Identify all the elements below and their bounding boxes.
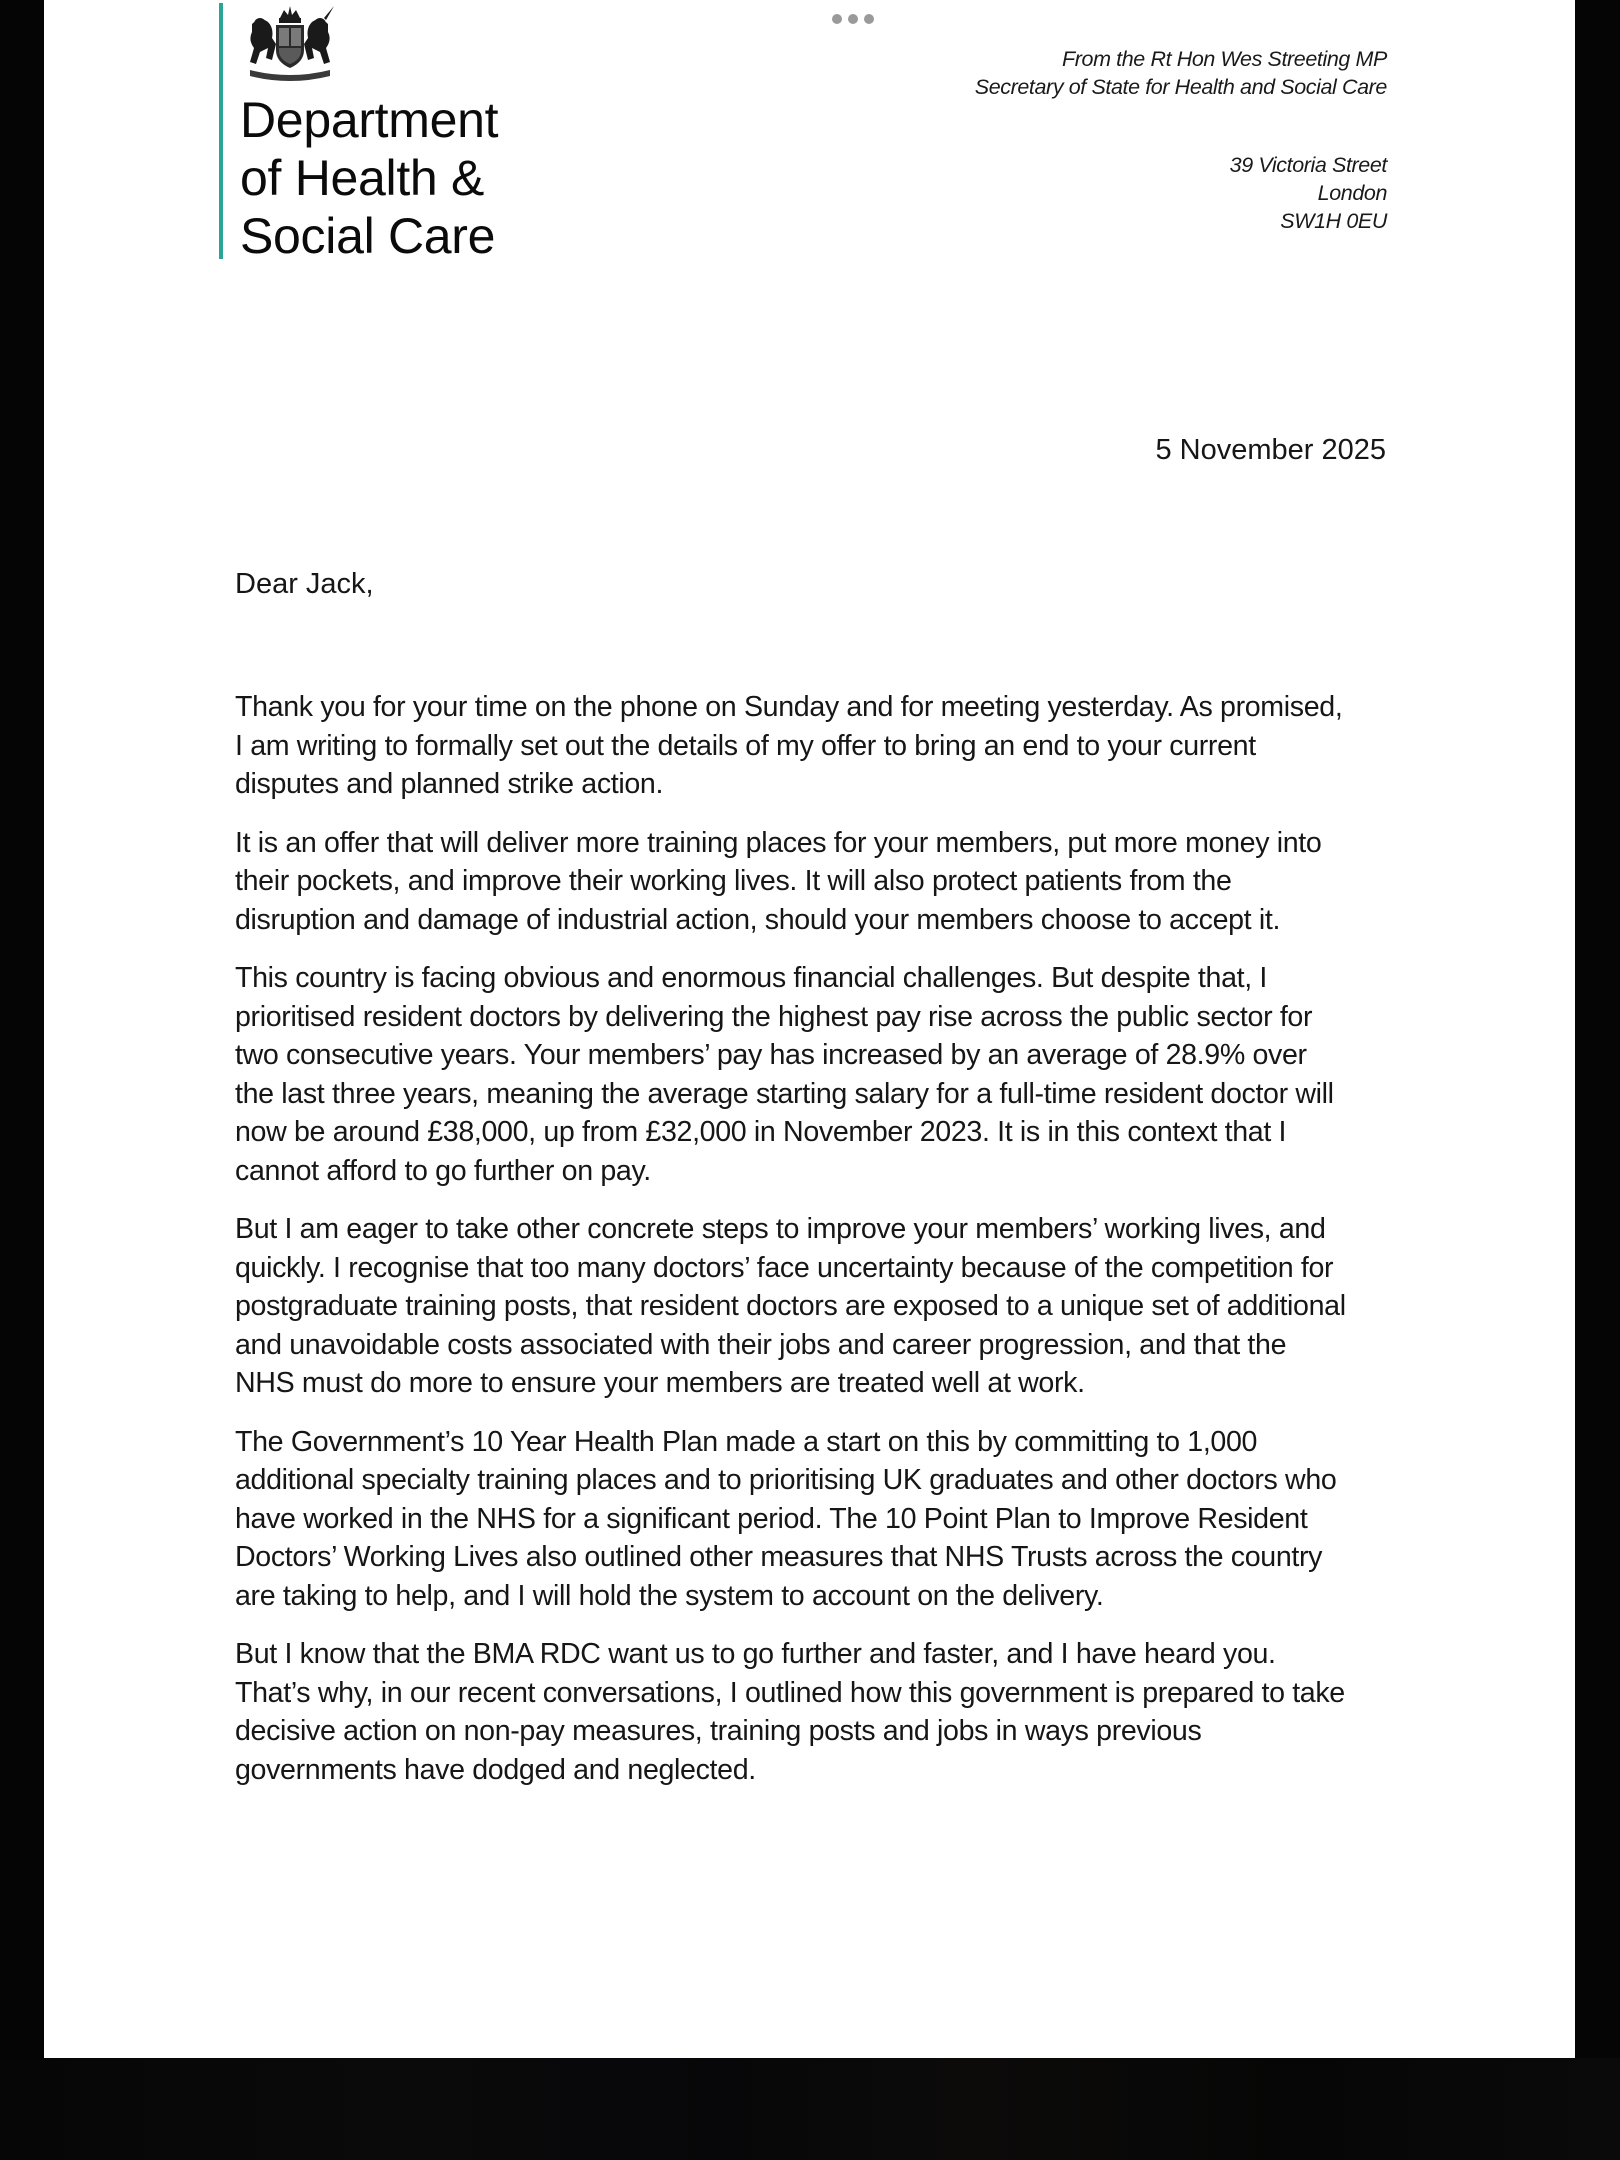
- text-line: are taking to help, and I will hold the system to account on the delivery.: [235, 1579, 1104, 1612]
- royal-coat-of-arms-icon: [242, 2, 338, 84]
- text-line: disputes and planned strike action.: [235, 768, 664, 800]
- text-line: disruption and damage of industrial action, should your members choose to accept it.: [235, 903, 1281, 936]
- text-line: It is an offer that will deliver more training places for your members, put more money into: [235, 826, 1322, 859]
- department-name-line: Social Care: [240, 208, 496, 264]
- text-line: This country is facing obvious and enormous financial challenges. But despite that, I: [235, 962, 1268, 994]
- text-line: quickly. I recognise that too many doctors’ face uncertainty because of the competition for: [235, 1251, 1334, 1284]
- dot: [864, 14, 874, 24]
- text-line: and unavoidable costs associated with their jobs and career progression, and that the: [235, 1328, 1287, 1361]
- text-line: NHS must do more to ensure your members are treated well at work.: [235, 1367, 1085, 1399]
- text-line: But I know that the BMA RDC want us to go further and faster, and I have heard you.: [235, 1638, 1276, 1670]
- text-line: I am writing to formally set out the details of my offer to bring an end to your current: [235, 729, 1256, 762]
- more-options-dots-icon[interactable]: [832, 14, 874, 24]
- letter-date: 5 November 2025: [1155, 434, 1386, 466]
- text-line: have worked in the NHS for a significant period. The 10 Point Plan to Improve Resident: [235, 1502, 1308, 1535]
- text-line: The Government’s 10 Year Health Plan made a start on this by committing to 1,000: [235, 1425, 1258, 1458]
- text-line: cannot afford to go further on pay.: [235, 1154, 651, 1187]
- paragraph: [235, 1210, 1495, 1403]
- sender-title: Secretary of State for Health and Social Care: [974, 75, 1387, 99]
- sender-block: [975, 45, 1387, 101]
- dark-backdrop: [0, 2058, 1620, 2160]
- logo-accent-bar: [219, 3, 223, 259]
- text-line: That’s why, in our recent conversations, I outlined how this government is prepared to take: [235, 1676, 1345, 1709]
- text-line: prioritised resident doctors by delivering the highest pay rise across the public sector for: [235, 1000, 1313, 1033]
- paragraph: [235, 1423, 1495, 1616]
- text-line: postgraduate training posts, that resident doctors are exposed to a unique set of additional: [235, 1290, 1346, 1322]
- letter-page: [44, 0, 1575, 2058]
- text-line: governments have dodged and neglected.: [235, 1753, 756, 1786]
- text-line: Thank you for your time on the phone on Sunday and for meeting yesterday. As promised,: [235, 691, 1343, 723]
- paragraph: [235, 688, 1495, 804]
- dot: [832, 14, 842, 24]
- paragraph: [235, 1635, 1495, 1789]
- paragraph: [235, 959, 1495, 1190]
- text-line: two consecutive years. Your members’ pay has increased by an average of 28.9% over: [235, 1039, 1307, 1071]
- paragraph: [235, 824, 1495, 940]
- salutation: Dear Jack,: [235, 568, 374, 600]
- letter-body: [235, 688, 1495, 1809]
- text-line: additional specialty training places and to prioritising UK graduates and other doctors who: [235, 1464, 1337, 1496]
- department-name: [240, 91, 498, 265]
- department-name-line: of Health &: [240, 150, 485, 206]
- sender-address: [1230, 151, 1387, 235]
- dot: [848, 14, 858, 24]
- text-line: Doctors’ Working Lives also outlined other measures that NHS Trusts across the country: [235, 1541, 1323, 1573]
- department-name-line: Department: [240, 92, 499, 148]
- address-street: 39 Victoria Street: [1229, 153, 1387, 177]
- text-line: But I am eager to take other concrete steps to improve your members’ working lives, and: [235, 1213, 1326, 1245]
- address-city: London: [1317, 181, 1387, 205]
- address-postcode: SW1H 0EU: [1280, 209, 1387, 233]
- text-line: the last three years, meaning the average starting salary for a full-time resident doctor will: [235, 1077, 1334, 1110]
- text-line: now be around £38,000, up from £32,000 in November 2023. It is in this context that I: [235, 1116, 1287, 1148]
- text-line: decisive action on non-pay measures, training posts and jobs in ways previous: [235, 1715, 1202, 1747]
- sender-name: From the Rt Hon Wes Streeting MP: [1062, 47, 1387, 71]
- text-line: their pockets, and improve their working lives. It will also protect patients from the: [235, 865, 1232, 897]
